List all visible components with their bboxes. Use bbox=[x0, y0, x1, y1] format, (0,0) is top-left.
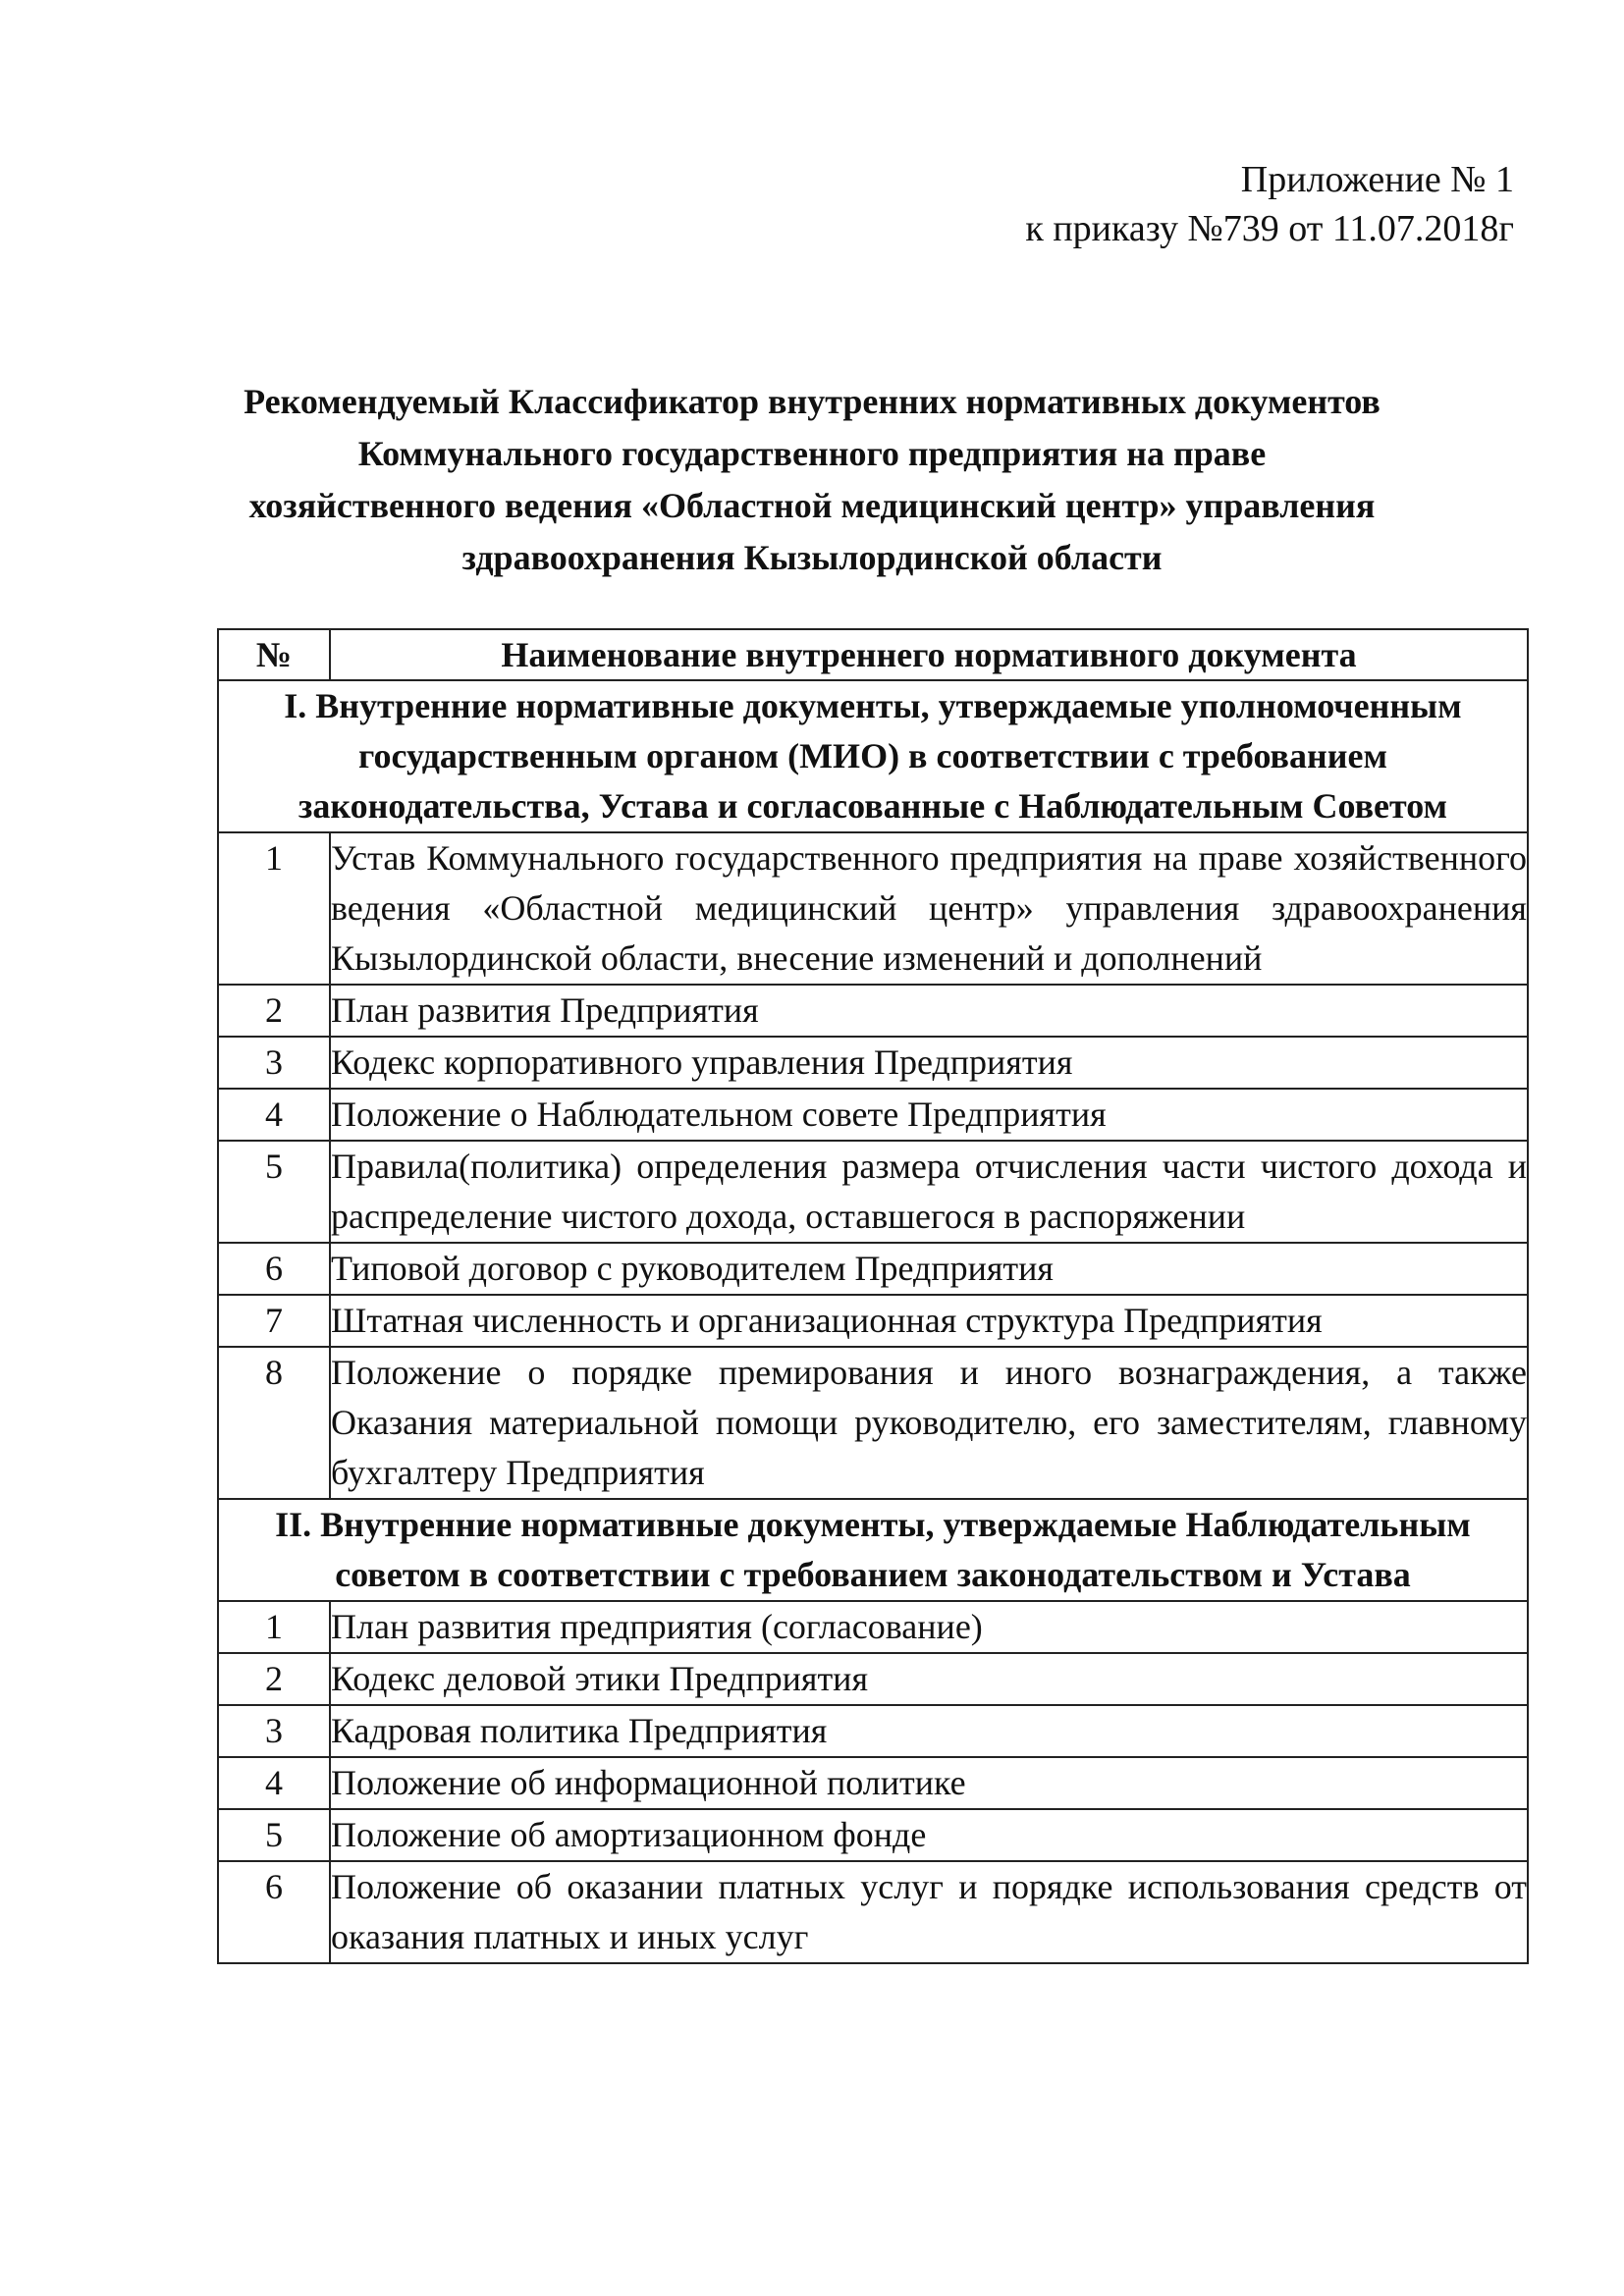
row-number: 6 bbox=[218, 1243, 330, 1295]
document-name: Типовой договор с руководителем Предприятия bbox=[330, 1243, 1528, 1295]
title-line: Коммунального государственного предприятия на праве bbox=[357, 434, 1267, 473]
row-number: 3 bbox=[218, 1705, 330, 1757]
document-name: План развития Предприятия bbox=[330, 985, 1528, 1037]
document-name: Кодекс деловой этики Предприятия bbox=[330, 1653, 1528, 1705]
row-number: 1 bbox=[218, 832, 330, 985]
document-name: Кодекс корпоративного управления Предприятия bbox=[330, 1037, 1528, 1089]
row-number: 3 bbox=[218, 1037, 330, 1089]
row-number: 5 bbox=[218, 1809, 330, 1861]
document-name: План развития предприятия (согласование) bbox=[330, 1601, 1528, 1653]
table-header-row bbox=[218, 629, 1528, 680]
table-row bbox=[218, 1089, 1528, 1141]
appendix-reference bbox=[1025, 155, 1514, 253]
section-row bbox=[218, 680, 1528, 832]
appendix-number: Приложение № 1 bbox=[1240, 159, 1514, 200]
table-row bbox=[218, 1757, 1528, 1809]
table-row bbox=[218, 985, 1528, 1037]
table-row bbox=[218, 1809, 1528, 1861]
table-row bbox=[218, 1347, 1528, 1499]
table-row bbox=[218, 1705, 1528, 1757]
document-title bbox=[187, 376, 1437, 584]
section-row bbox=[218, 1499, 1528, 1601]
row-number: 4 bbox=[218, 1757, 330, 1809]
row-number: 2 bbox=[218, 985, 330, 1037]
document-name: Кадровая политика Предприятия bbox=[330, 1705, 1528, 1757]
table-row bbox=[218, 1295, 1528, 1347]
row-number: 6 bbox=[218, 1861, 330, 1963]
title-line: здравоохранения Кызылординской области bbox=[461, 538, 1163, 577]
title-line: хозяйственного ведения «Областной медицинский центр» управления bbox=[248, 486, 1376, 525]
document-name: Штатная численность и организационная структура Предприятия bbox=[330, 1295, 1528, 1347]
document-name: Положение об оказании платных услуг и порядке использования средств от оказания платных и иных услуг bbox=[330, 1861, 1528, 1963]
column-header-number: № bbox=[218, 629, 330, 680]
document-name: Правила(политика) определения размера отчисления части чистого дохода и распределение чистого дохода, оставшегося в распоряжении bbox=[330, 1141, 1528, 1243]
row-number: 8 bbox=[218, 1347, 330, 1499]
document-name: Положение об амортизационном фонде bbox=[330, 1809, 1528, 1861]
classifier-table bbox=[217, 628, 1529, 1964]
table-row bbox=[218, 1653, 1528, 1705]
table-row bbox=[218, 1037, 1528, 1089]
table-row bbox=[218, 1141, 1528, 1243]
section-title: I. Внутренние нормативные документы, утверждаемые уполномоченным государственным органом (МИО) в соответствии с требованием законодательства, Устава и согласованные с Наблюдательным Советом bbox=[218, 680, 1528, 832]
document-name: Устав Коммунального государственного предприятия на праве хозяйственного ведения «Областной медицинский центр» управления здравоохранения Кызылординской области, внесение изменений и дополнений bbox=[330, 832, 1528, 985]
table-row bbox=[218, 832, 1528, 985]
table-row bbox=[218, 1861, 1528, 1963]
document-name: Положение о порядке премирования и иного вознаграждения, а также Оказания материальной помощи руководителю, его заместителям, главному бухгалтеру Предприятия bbox=[330, 1347, 1528, 1499]
column-header-name: Наименование внутреннего нормативного документа bbox=[330, 629, 1528, 680]
order-reference: к приказу №739 от 11.07.2018г bbox=[1025, 208, 1514, 249]
table-row bbox=[218, 1601, 1528, 1653]
title-line: Рекомендуемый Классификатор внутренних нормативных документов bbox=[244, 382, 1380, 421]
row-number: 7 bbox=[218, 1295, 330, 1347]
section-title: II. Внутренние нормативные документы, утверждаемые Наблюдательным советом в соответствии с требованием законодательством и Устава bbox=[218, 1499, 1528, 1601]
row-number: 2 bbox=[218, 1653, 330, 1705]
document-name: Положение об информационной политике bbox=[330, 1757, 1528, 1809]
row-number: 5 bbox=[218, 1141, 330, 1243]
row-number: 4 bbox=[218, 1089, 330, 1141]
row-number: 1 bbox=[218, 1601, 330, 1653]
document-name: Положение о Наблюдательном совете Предприятия bbox=[330, 1089, 1528, 1141]
table-row bbox=[218, 1243, 1528, 1295]
